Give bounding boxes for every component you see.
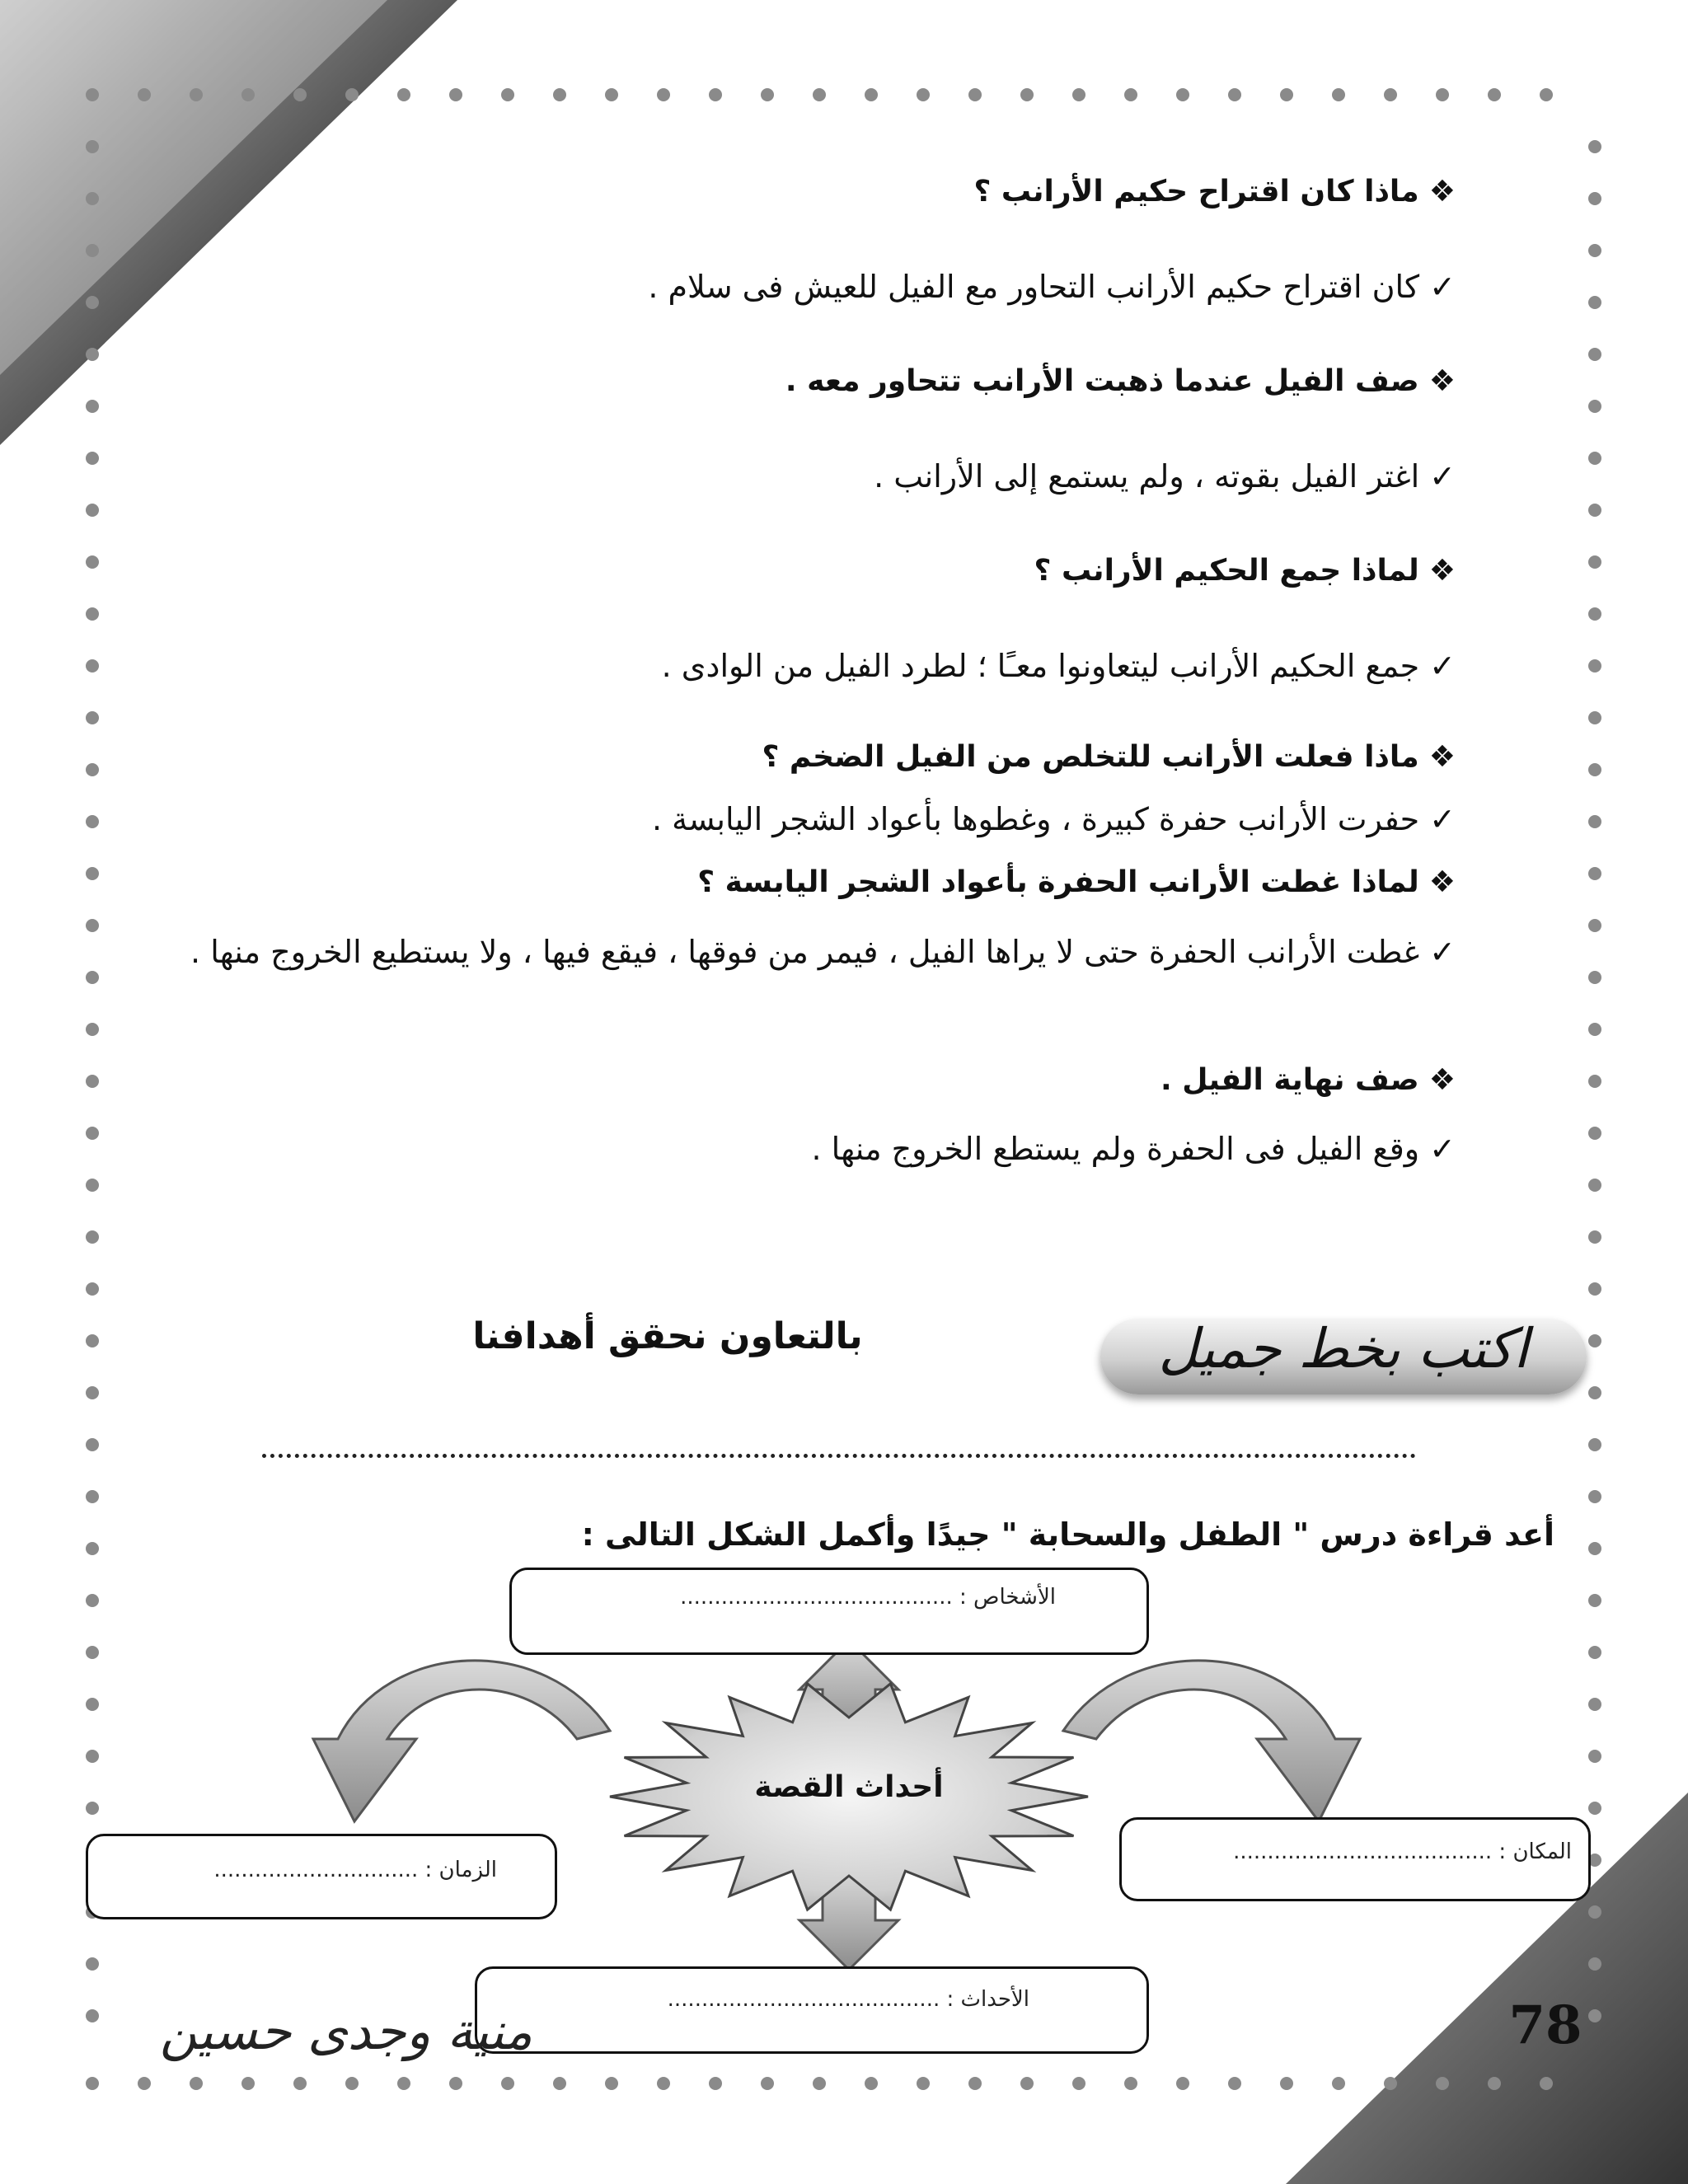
frame-dot: [86, 815, 99, 828]
frame-dot: [86, 1230, 99, 1244]
frame-dot: [1436, 88, 1449, 101]
author-signature-text: منية وجدى حسين: [159, 2001, 533, 2061]
frame-dot: [1588, 296, 1601, 309]
frame-dot: [86, 1594, 99, 1607]
story-events-title: أحداث القصة: [754, 1770, 944, 1804]
frame-dot: [86, 763, 99, 776]
frame-dot: [1588, 1698, 1601, 1711]
handwriting-banner-text: اكتب بخط جميل: [1158, 1317, 1529, 1380]
frame-dot: [86, 659, 99, 673]
question-2-text: صف الفيل عندما ذهبت الأرانب تتحاور معه .: [785, 364, 1419, 398]
frame-dot: [345, 88, 359, 101]
frame-dot: [1588, 607, 1601, 621]
frame-dot: [501, 88, 514, 101]
events-box[interactable]: [475, 1966, 1149, 2054]
frame-dot: [1588, 244, 1601, 257]
frame-dot: [86, 1282, 99, 1296]
frame-dot: [1588, 1594, 1601, 1607]
question-bullet-icon: ❖: [1428, 865, 1456, 899]
frame-dot: [86, 1386, 99, 1399]
handwriting-sentence: بالتعاون نحقق أهدافنا: [472, 1315, 863, 1357]
frame-dot: [1588, 140, 1601, 153]
frame-dot: [86, 192, 99, 205]
diagram-instruction: أعد قراءة درس " الطفل والسحابة " جيدًا وأكمل الشكل التالى :: [581, 1516, 1554, 1553]
question-2: [785, 364, 1456, 398]
frame-dot: [657, 88, 670, 101]
frame-dot: [86, 1490, 99, 1503]
frame-dot: [968, 88, 982, 101]
frame-dot: [86, 1646, 99, 1659]
frame-dot: [86, 607, 99, 621]
frame-dot: [1588, 1438, 1601, 1451]
frame-dot: [1588, 452, 1601, 465]
frame-dot: [709, 88, 722, 101]
frame-dot: [86, 452, 99, 465]
question-1: [973, 175, 1456, 209]
question-bullet-icon: ❖: [1428, 554, 1456, 588]
frame-dot: [865, 2077, 878, 2090]
frame-dot: [1124, 88, 1137, 101]
frame-dot: [86, 1075, 99, 1088]
frame-dot: [1176, 88, 1189, 101]
place-label: المكان : ......................................: [1233, 1840, 1572, 1864]
frame-dot: [761, 2077, 774, 2090]
curved-arrow-right: [1063, 1661, 1360, 1821]
answer-4: [652, 801, 1456, 837]
checkmark-icon: ✓: [1429, 1131, 1456, 1167]
frame-dot: [86, 1127, 99, 1140]
question-bullet-icon: ❖: [1428, 364, 1456, 398]
frame-dot: [86, 711, 99, 724]
answer-3: [662, 648, 1456, 684]
frame-dot: [449, 88, 462, 101]
frame-dot: [917, 88, 930, 101]
frame-dot: [86, 1438, 99, 1451]
frame-dot: [813, 2077, 826, 2090]
frame-dot: [86, 2009, 99, 2022]
checkmark-icon: ✓: [1429, 458, 1456, 494]
frame-dot: [605, 88, 618, 101]
frame-dot: [813, 88, 826, 101]
frame-dot: [761, 88, 774, 101]
frame-dot: [86, 244, 99, 257]
frame-dot: [1332, 88, 1345, 101]
frame-dot: [397, 2077, 410, 2090]
frame-dot: [1588, 1646, 1601, 1659]
frame-dot: [86, 504, 99, 517]
frame-dot: [86, 348, 99, 361]
frame-dot: [709, 2077, 722, 2090]
frame-dot: [1588, 971, 1601, 984]
frame-dot: [1488, 2077, 1501, 2090]
frame-dot: [1072, 2077, 1085, 2090]
frame-dot: [86, 1750, 99, 1763]
frame-dot: [86, 1542, 99, 1555]
frame-dot: [1332, 2077, 1345, 2090]
frame-dot: [1384, 88, 1397, 101]
frame-dot: [86, 1802, 99, 1815]
frame-dot: [1588, 1750, 1601, 1763]
answer-2: [874, 458, 1456, 494]
frame-dot: [1072, 88, 1085, 101]
frame-dot: [1488, 88, 1501, 101]
frame-dot: [86, 400, 99, 413]
characters-label: الأشخاص : ........................................: [680, 1585, 1056, 1610]
frame-dot: [241, 88, 255, 101]
frame-dot: [190, 88, 203, 101]
answer-6-text: وقع الفيل فى الحفرة ولم يستطع الخروج منها .: [811, 1131, 1420, 1167]
frame-dot: [1588, 1334, 1601, 1347]
frame-dot: [1588, 711, 1601, 724]
checkmark-icon: ✓: [1429, 269, 1456, 305]
page-number: 78: [1508, 1994, 1582, 2056]
frame-dot: [1588, 192, 1601, 205]
frame-dot: [917, 2077, 930, 2090]
question-4: [762, 740, 1456, 774]
frame-dot: [1436, 2077, 1449, 2090]
frame-dot: [1176, 2077, 1189, 2090]
frame-dot: [1588, 1542, 1601, 1555]
question-1-text: ماذا كان اقتراح حكيم الأرانب ؟: [973, 175, 1419, 209]
frame-dot: [86, 555, 99, 569]
frame-dot: [1588, 1127, 1601, 1140]
frame-dot: [241, 2077, 255, 2090]
frame-dot: [553, 88, 566, 101]
frame-dot: [1588, 1230, 1601, 1244]
frame-dot: [1124, 2077, 1137, 2090]
answer-2-text: اغتر الفيل بقوته ، ولم يستمع إلى الأرانب .: [874, 458, 1420, 494]
frame-dot: [1280, 88, 1293, 101]
frame-dot: [86, 867, 99, 880]
characters-box[interactable]: [509, 1568, 1149, 1655]
question-5-text: لماذا غطت الأرانب الحفرة بأعواد الشجر اليابسة ؟: [697, 865, 1419, 899]
frame-dot: [86, 1957, 99, 1971]
frame-dot: [1540, 2077, 1553, 2090]
answer-3-text: جمع الحكيم الأرانب ليتعاونوا معـًا ؛ لطرد الفيل من الوادى .: [661, 648, 1420, 684]
frame-dot: [1588, 504, 1601, 517]
question-bullet-icon: ❖: [1428, 740, 1456, 774]
question-3: [1034, 554, 1456, 588]
frame-dot: [1588, 555, 1601, 569]
curved-arrow-left: [313, 1661, 610, 1821]
frame-dot: [1588, 1282, 1601, 1296]
frame-dot: [1588, 1802, 1601, 1815]
time-box[interactable]: [86, 1834, 557, 1919]
frame-dot: [1588, 1023, 1601, 1036]
frame-dot: [86, 88, 99, 101]
checkmark-icon: ✓: [1429, 934, 1456, 970]
frame-dot: [1588, 1179, 1601, 1192]
frame-dot: [1540, 88, 1553, 101]
checkmark-icon: ✓: [1429, 801, 1456, 837]
frame-dot: [553, 2077, 566, 2090]
frame-dot: [449, 2077, 462, 2090]
frame-dot: [86, 2077, 99, 2090]
frame-dot: [86, 1698, 99, 1711]
frame-dot: [657, 2077, 670, 2090]
frame-dot: [293, 88, 307, 101]
frame-dot: [138, 88, 151, 101]
frame-dot: [1020, 88, 1034, 101]
checkmark-icon: ✓: [1429, 648, 1456, 684]
frame-dot: [1588, 1075, 1601, 1088]
frame-dot: [1588, 815, 1601, 828]
frame-dot: [86, 140, 99, 153]
frame-dot: [86, 1179, 99, 1192]
frame-dot: [293, 2077, 307, 2090]
frame-dot: [968, 2077, 982, 2090]
frame-dot: [501, 2077, 514, 2090]
frame-dot: [345, 2077, 359, 2090]
time-label: الزمان : ..............................: [213, 1858, 497, 1882]
frame-dot: [1588, 1386, 1601, 1399]
frame-dot: [1588, 1490, 1601, 1503]
question-6-text: صف نهاية الفيل .: [1160, 1063, 1419, 1097]
frame-dot: [605, 2077, 618, 2090]
frame-dot: [1588, 1957, 1601, 1971]
answer-1: [648, 269, 1456, 305]
events-label: الأحداث : ........................................: [667, 1987, 1029, 2012]
author-signature: [132, 1986, 560, 2077]
frame-dot: [86, 1334, 99, 1347]
answer-5-text: غطت الأرانب الحفرة حتى لا يراها الفيل ، فيمر من فوقها ، فيقع فيها ، ولا يستطيع الخروج منها .: [190, 934, 1420, 970]
frame-dot: [1384, 2077, 1397, 2090]
frame-dot: [1280, 2077, 1293, 2090]
frame-dot: [1228, 2077, 1241, 2090]
frame-dot: [1588, 659, 1601, 673]
question-bullet-icon: ❖: [1428, 1063, 1456, 1097]
frame-dot: [865, 88, 878, 101]
question-5: [697, 865, 1456, 899]
frame-dot: [1588, 2009, 1601, 2022]
handwriting-answer-line[interactable]: [262, 1444, 1416, 1458]
place-box[interactable]: [1119, 1817, 1591, 1901]
answer-5: [0, 921, 1456, 982]
question-6: [1160, 1063, 1456, 1097]
frame-dot: [138, 2077, 151, 2090]
frame-dot: [1228, 88, 1241, 101]
question-bullet-icon: ❖: [1428, 175, 1456, 209]
frame-dot: [1588, 348, 1601, 361]
frame-dot: [86, 296, 99, 309]
frame-dot: [397, 88, 410, 101]
frame-dot: [86, 1023, 99, 1036]
frame-dot: [1588, 400, 1601, 413]
frame-dot: [1588, 763, 1601, 776]
frame-dot: [1020, 2077, 1034, 2090]
frame-dot: [190, 2077, 203, 2090]
frame-dot: [1588, 1905, 1601, 1919]
answer-1-text: كان اقتراح حكيم الأرانب التحاور مع الفيل للعيش فى سلام .: [648, 269, 1420, 305]
answer-6: [812, 1131, 1456, 1167]
question-3-text: لماذا جمع الحكيم الأرانب ؟: [1034, 554, 1419, 588]
answer-4-text: حفرت الأرانب حفرة كبيرة ، وغطوها بأعواد الشجر اليابسة .: [651, 801, 1420, 837]
question-4-text: ماذا فعلت الأرانب للتخلص من الفيل الضخم ؟: [762, 740, 1419, 774]
frame-dot: [1588, 919, 1601, 932]
frame-dot: [1588, 867, 1601, 880]
